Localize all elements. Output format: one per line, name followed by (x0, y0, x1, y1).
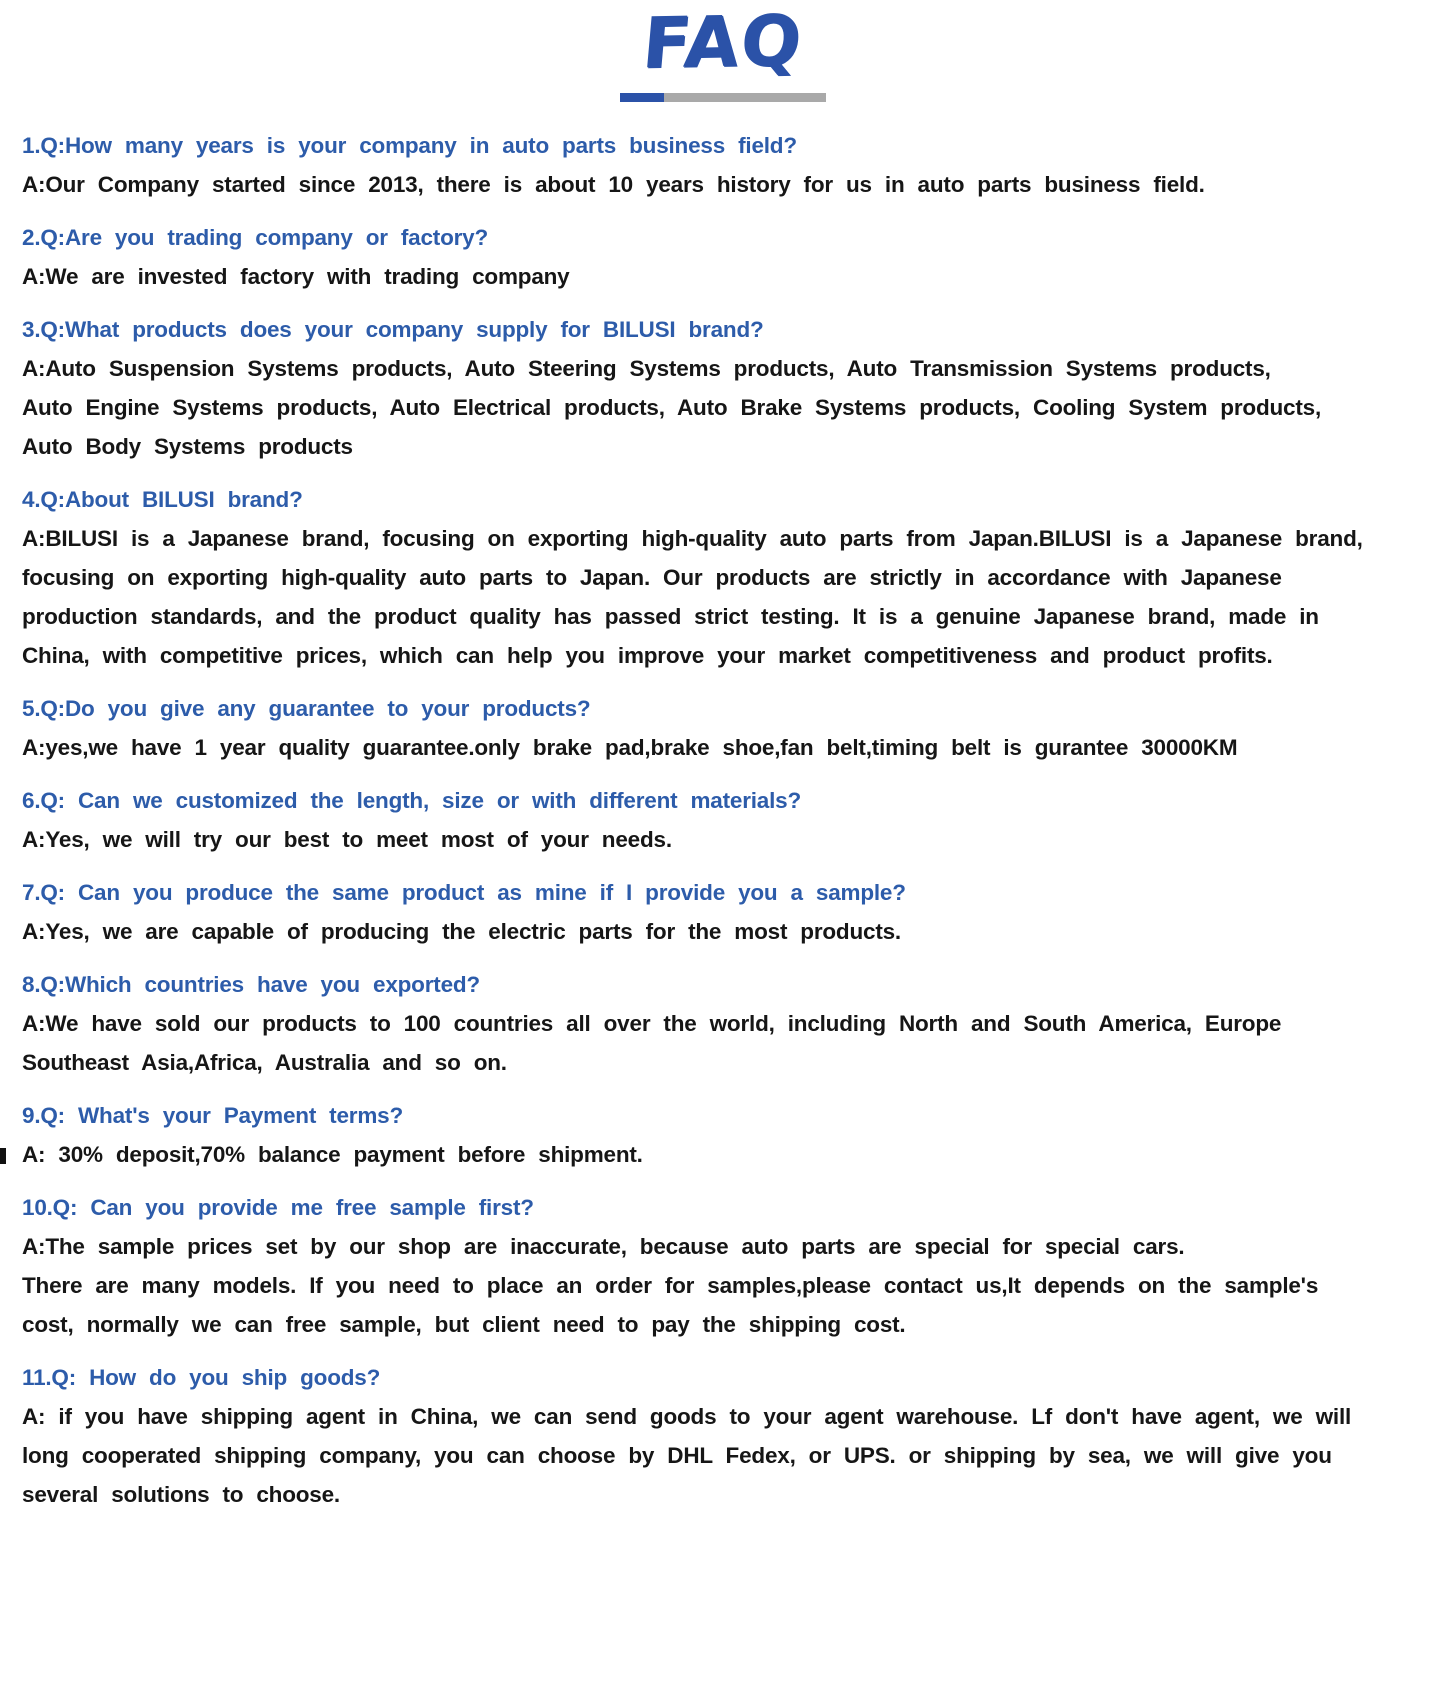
faq-item (22, 781, 1429, 859)
answer-line: China, with competitive prices, which can help you improve your market competitiveness and product profits. (22, 643, 1273, 668)
faq-question: 5.Q:Do you give any guarantee to your products? (22, 696, 591, 721)
faq-item (22, 310, 1429, 466)
faq-question: 4.Q:About BILUSI brand? (22, 487, 303, 512)
answer-line: Auto Engine Systems products, Auto Electrical products, Auto Brake Systems products, Cooling System products, (22, 395, 1321, 420)
answer-line: focusing on exporting high-quality auto parts to Japan. Our products are strictly in accordance with Japanese (22, 565, 1282, 590)
answer-line: cost, normally we can free sample, but client need to pay the shipping cost. (22, 1312, 906, 1337)
page-header (0, 0, 1445, 102)
divider-blue-segment (620, 93, 664, 102)
faq-question: 2.Q:Are you trading company or factory? (22, 225, 489, 250)
faq-answer (22, 165, 1429, 204)
faq-answer (22, 1135, 1429, 1174)
faq-item (22, 1358, 1429, 1514)
answer-line: Southeast Asia,Africa, Australia and so on. (22, 1050, 507, 1075)
faq-question: 3.Q:What products does your company supply for BILUSI brand? (22, 317, 764, 342)
faq-item (22, 689, 1429, 767)
faq-answer (22, 728, 1429, 767)
answer-line: A:Yes, we will try our best to meet most of your needs. (22, 827, 672, 852)
answer-line: Auto Body Systems products (22, 434, 353, 459)
answer-line: A:Yes, we are capable of producing the electric parts for the most products. (22, 919, 901, 944)
faq-item (22, 218, 1429, 296)
faq-answer (22, 257, 1429, 296)
faq-question: 8.Q:Which countries have you exported? (22, 972, 480, 997)
faq-answer (22, 1004, 1429, 1082)
faq-question: 11.Q: How do you ship goods? (22, 1365, 381, 1390)
faq-item (22, 873, 1429, 951)
answer-line: A:Our Company started since 2013, there is about 10 years history for us in auto parts business field. (22, 172, 1205, 197)
answer-line: production standards, and the product quality has passed strict testing. It is a genuine Japanese brand, made in (22, 604, 1319, 629)
answer-line: A: 30% deposit,70% balance payment before shipment. (22, 1142, 643, 1167)
faq-list (0, 102, 1445, 1568)
faq-item (22, 480, 1429, 675)
faq-question: 7.Q: Can you produce the same product as mine if I provide you a sample? (22, 880, 906, 905)
answer-line: A:The sample prices set by our shop are inaccurate, because auto parts are special for special cars. (22, 1234, 1185, 1259)
answer-line: several solutions to choose. (22, 1482, 340, 1507)
faq-question: 10.Q: Can you provide me free sample first? (22, 1195, 534, 1220)
faq-question: 9.Q: What's your Payment terms? (22, 1103, 403, 1128)
answer-line: A: if you have shipping agent in China, we can send goods to your agent warehouse. Lf don't have agent, we will (22, 1404, 1352, 1429)
answer-line: long cooperated shipping company, you can choose by DHL Fedex, or UPS. or shipping by sea, we will give you (22, 1443, 1332, 1468)
answer-line: A:We are invested factory with trading company (22, 264, 570, 289)
faq-item (22, 1188, 1429, 1344)
faq-answer (22, 1397, 1429, 1514)
faq-question: 6.Q: Can we customized the length, size or with different materials? (22, 788, 802, 813)
faq-answer (22, 912, 1429, 951)
faq-question: 1.Q:How many years is your company in auto parts business field? (22, 133, 797, 158)
answer-line: A:Auto Suspension Systems products, Auto Steering Systems products, Auto Transmission Systems products, (22, 356, 1271, 381)
answer-line: A:yes,we have 1 year quality guarantee.only brake pad,brake shoe,fan belt,timing belt is gurantee 30000KM (22, 735, 1238, 760)
faq-item (22, 965, 1429, 1082)
title-divider (0, 93, 1445, 102)
divider-gray-segment (664, 93, 826, 102)
answer-line: There are many models. If you need to place an order for samples,please contact us,It depends on the sample's (22, 1273, 1319, 1298)
answer-line: A:BILUSI is a Japanese brand, focusing on exporting high-quality auto parts from Japan.BILUSI is a Japanese brand, (22, 526, 1363, 551)
faq-answer (22, 1227, 1429, 1344)
faq-answer (22, 349, 1429, 466)
page-title: FAQ (639, 0, 807, 85)
faq-item (22, 126, 1429, 204)
faq-item (22, 1096, 1429, 1174)
faq-answer (22, 519, 1429, 675)
answer-line: A:We have sold our products to 100 countries all over the world, including North and South America, Europe (22, 1011, 1282, 1036)
edge-artifact (0, 1148, 6, 1164)
faq-answer (22, 820, 1429, 859)
